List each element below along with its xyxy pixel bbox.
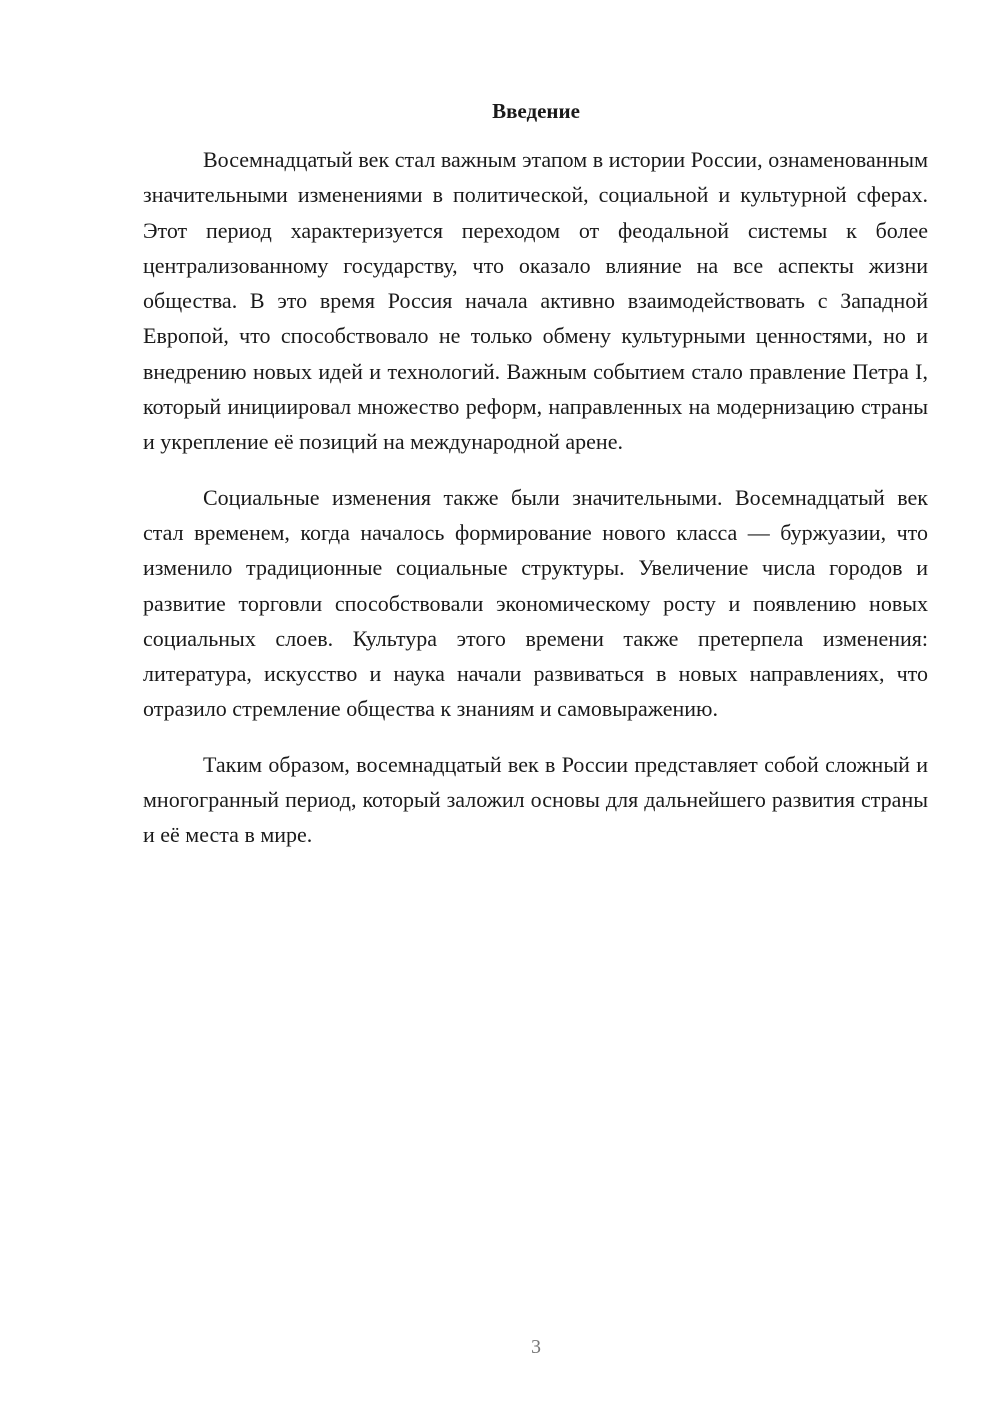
body-text — [143, 142, 928, 873]
paragraph-3: Таким образом, восемнадцатый век в России представляет собой сложный и многогранный период, который заложил основы для дальнейшего развития страны и её места в мире. — [143, 751, 928, 848]
page-number: 3 — [531, 1336, 541, 1358]
paragraph-2: Социальные изменения также были значительными. Восемнадцатый век стал временем, когда началось формирование нового класса — буржуазии, что изменило традиционные социальные структуры. Увеличение числа городов и развитие торговли способствовали экономическому росту и появлению новых социальных слоев. Культура этого времени также претерпела изменения: литература, искусство и наука начали развиваться в новых направлениях, что отразило стремление общества к знаниям и самовыражению. — [143, 484, 928, 722]
paragraph-1: Восемнадцатый век стал важным этапом в истории России, ознаменованным значительными изменениями в политической, социальной и культурной сферах. Этот период характеризуется переходом от феодальной системы к более централизованному государству, что оказало влияние на все аспекты жизни общества. В это время Россия начала активно взаимодействовать с Западной Европой, что способствовало не только обмену культурными ценностями, но и внедрению новых идей и технологий. Важным событием стало правление Петра I, который инициировал множество реформ, направленных на модернизацию страны и укрепление её позиций на международной арене. — [143, 147, 928, 455]
section-title: Введение — [492, 99, 580, 123]
